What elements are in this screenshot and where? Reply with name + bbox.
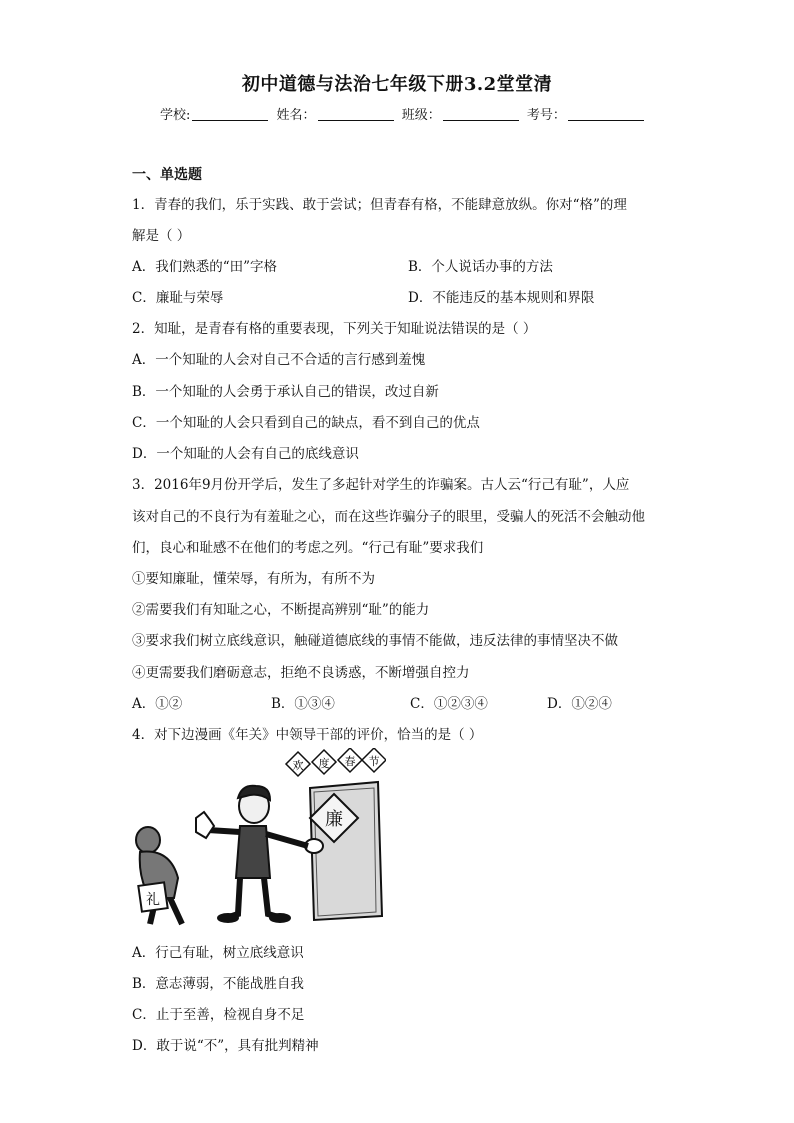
q4-option-b[interactable]: B．意志薄弱，不能战胜自我: [132, 976, 304, 992]
q1-stem-line-2: 解是（ ）: [132, 228, 191, 244]
exam-number-label: 考号：: [526, 108, 566, 123]
class-label: 班级：: [401, 108, 441, 123]
name-blank[interactable]: [318, 108, 394, 121]
q1-option-d[interactable]: D．不能违反的基本规则和界限: [408, 290, 595, 306]
q3-item-3: ③要求我们树立底线意识，触碰道德底线的事情不能做，违反法律的事情坚决不做: [132, 633, 618, 649]
q1-option-a[interactable]: A．我们熟悉的“田”字格: [132, 259, 278, 275]
festival-sign: [286, 748, 386, 776]
q2-option-d[interactable]: D．一个知耻的人会有自己的底线意识: [132, 446, 359, 462]
page-title: 初中道德与法治七年级下册3.2堂堂清: [241, 74, 553, 95]
q2-option-b[interactable]: B．一个知耻的人会勇于承认自己的错误，改过自新: [132, 384, 439, 400]
q3-option-c[interactable]: C．①②③④: [410, 696, 488, 712]
q3-stem-line-3: 们，良心和耻感不在他们的考虑之列。“行己有耻”要求我们: [132, 540, 484, 556]
q3-option-b[interactable]: B．①③④: [271, 696, 335, 712]
q2-option-a[interactable]: A．一个知耻的人会对自己不合适的言行感到羞愧: [132, 352, 426, 368]
official-figure: [196, 786, 308, 922]
q3-item-2: ②需要我们有知耻之心，不断提高辨别“耻”的能力: [132, 602, 430, 618]
q3-stem-line-2: 该对自己的不良行为有羞耻之心，而在这些诈骗分子的眼里，受骗人的死活不会触动他: [132, 509, 645, 525]
door-graphic: [305, 782, 382, 920]
q2-option-c[interactable]: C．一个知耻的人会只看到自己的缺点，看不到自己的优点: [132, 415, 480, 431]
q3-stem-line-1: 3．2016年9月份开学后，发生了多起针对学生的诈骗案。古人云“行己有耻”，人应: [132, 477, 630, 493]
name-label: 姓名：: [276, 108, 316, 123]
student-info-line: [160, 104, 648, 123]
exam-number-blank[interactable]: [568, 108, 644, 121]
sign-char-4: 节: [368, 755, 380, 768]
sign-char-3: 春: [344, 755, 356, 768]
gift-bag-character: 礼: [146, 892, 160, 908]
cartoon-image: [130, 748, 386, 928]
q4-option-a[interactable]: A．行己有耻，树立底线意识: [132, 945, 304, 961]
section-heading: 一、单选题: [132, 167, 202, 183]
q4-option-d[interactable]: D．敢于说“不”，具有批判精神: [132, 1038, 319, 1054]
q4-option-c[interactable]: C．止于至善，检视自身不足: [132, 1007, 305, 1023]
q4-stem: 4．对下边漫画《年关》中领导干部的评价，恰当的是（ ）: [132, 727, 483, 743]
q1-option-b[interactable]: B．个人说话办事的方法: [408, 259, 553, 275]
q1-stem-line-1: 1．青春的我们，乐于实践、敢于尝试；但青春有格，不能肆意放纵。你对“格”的理: [132, 197, 627, 213]
q3-item-1: ①要知廉耻，懂荣辱，有所为，有所不为: [132, 571, 375, 587]
sign-char-1: 欢: [292, 759, 304, 772]
class-blank[interactable]: [443, 108, 519, 121]
visitor-figure: [136, 827, 182, 924]
sign-char-2: 度: [318, 757, 330, 770]
school-blank[interactable]: [192, 108, 268, 121]
door-character: 廉: [325, 809, 343, 830]
q3-option-d[interactable]: D．①②④: [547, 696, 612, 712]
q1-option-c[interactable]: C．廉耻与荣辱: [132, 290, 224, 306]
q3-item-4: ④更需要我们磨砺意志，拒绝不良诱惑，不断增强自控力: [132, 665, 470, 681]
q2-stem: 2．知耻，是青春有格的重要表现，下列关于知耻说法错误的是（ ）: [132, 321, 537, 337]
q3-option-a[interactable]: A．①②: [132, 696, 183, 712]
school-label: 学校:: [160, 108, 191, 123]
